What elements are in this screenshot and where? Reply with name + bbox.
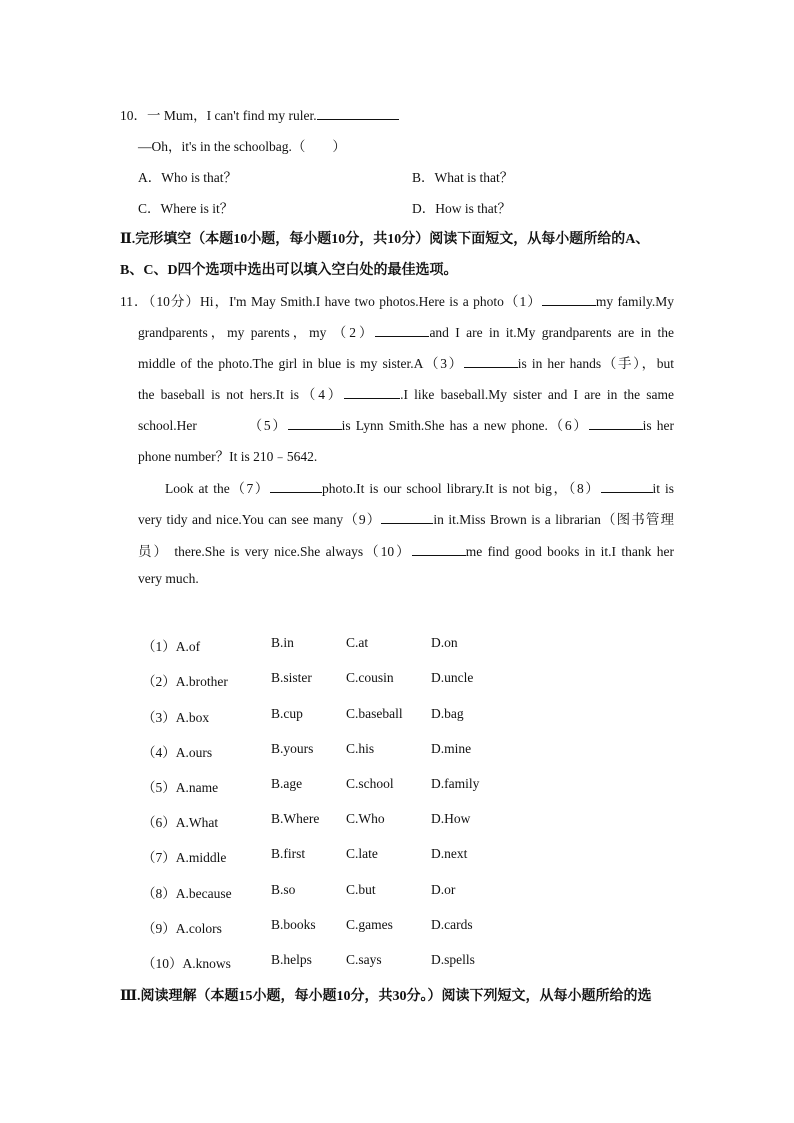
passage-line-6: phone number？It is 210﹣5642.: [138, 449, 318, 464]
answer-blank: [412, 543, 466, 556]
answer-blank: [317, 107, 399, 120]
answer-blank: [375, 324, 429, 337]
answer-blank: [270, 480, 322, 493]
answer-blank: [464, 355, 518, 368]
answer-blank: [601, 480, 653, 493]
passage-line-2: grandparents，my parents，my （2） and I are in it.My grandparents are in the: [138, 325, 674, 340]
passage-line-3: middle of the photo.The girl in blue is my sister.A（3） is in her hands（手），but: [138, 356, 674, 371]
q10-option-b: B．What is that？: [412, 170, 514, 185]
answer-blank: [344, 386, 400, 399]
passage-line-1: 11．（10分）Hi，I'm May Smith.I have two photos.Here is a photo（1） my family.My: [120, 294, 674, 309]
q10-response: —Oh，it's in the schoolbag.（ ）: [138, 139, 346, 154]
section-2-heading: Ⅱ.完形填空（本题10小题，每小题10分，共10分）阅读下面短文，从每小题所给的A、: [120, 232, 650, 247]
section-2-heading-cont: B、C、D四个选项中选出可以填入空白处的最佳选项。: [120, 263, 458, 278]
answer-blank: [381, 511, 433, 524]
passage-line-8: very tidy and nice.You can see many（9） in it.Miss Brown is a librarian（图书管理: [138, 512, 674, 527]
answer-blank: [288, 417, 342, 430]
q10-option-a: A．Who is that？: [138, 170, 237, 185]
answer-blank: [542, 293, 596, 306]
section-3-heading: Ⅲ.阅读理解（本题15小题，每小题10分，共30分。）阅读下列短文，从每小题所给的选: [120, 989, 652, 1004]
q10-text: 10．一 Mum，I can't find my ruler.: [120, 108, 317, 123]
q10-stem: [120, 104, 399, 124]
q10-option-c: C．Where is it？: [138, 201, 234, 216]
passage-line-10: very much.: [138, 571, 199, 586]
passage-line-4: the baseball is not hers.It is（4） .I like baseball.My sister and I are in the same: [138, 387, 674, 402]
answer-blank: [589, 417, 643, 430]
document-page: 10．一 Mum，I can't find my ruler. —Oh，it's in the schoolbag.（ ） A．Who is that？ B．What is that？ C．Where is it？ D．How is that？ Ⅱ.完形填空（本题10小题，每小题10分，共10分）阅读下面短文，从每小题所给的A、 B、C、D四个选项中选出可以填入空白处的最佳选项。 11．（10分）Hi，I'm May Smith.I have two photos.Here is a photo（1） my family.My grandparents，my parents，my （2） and I are in it.My grandparents are in the middle of the photo.The girl in blue is my sister.A（3） is in her hands（手），but the baseball is not hers.It is（4） .I like baseball.My sister and I are in the same school.Her （5） is Lynn Smith.She has a new phone.（6） is her phone number？It is 210﹣5642. Look at the（7） photo.It is our school library.It is not big，（8） it is very tidy and nice.You can see many（9） in it.Miss Brown is a librarian（图书管理 员） there.She is very nice.She always（10） me find good books in it.I thank her very much. （1）A.of B.in C.at D.on （2）A.brother B.sister C.cousin D.uncle （3）A.box B.cup C.baseball D.bag （4）A.ours B.yours C.his D.mine （5）A.name B.age C.school D.family （6）A.What B.Where C.Who D.How （7）A.middle B.first C.late D.next （8）A.because B.so C.but D.or （9）A.colors B.books C.games D.cards （10）A.knows B.helps C.says D.spells Ⅲ.阅读理解（本题15小题，每小题10分，共30分。）阅读下列短文，从每小题所给的选: [0, 0, 794, 1123]
q10-option-d: D．How is that？: [412, 201, 511, 216]
passage-line-7: Look at the（7） photo.It is our school library.It is not big，（8） it is: [165, 481, 675, 496]
passage-line-9: 员） there.She is very nice.She always（10） me find good books in it.I thank her: [138, 544, 674, 559]
passage-line-5: school.Her （5） is Lynn Smith.She has a new phone.（6） is her: [138, 418, 674, 433]
